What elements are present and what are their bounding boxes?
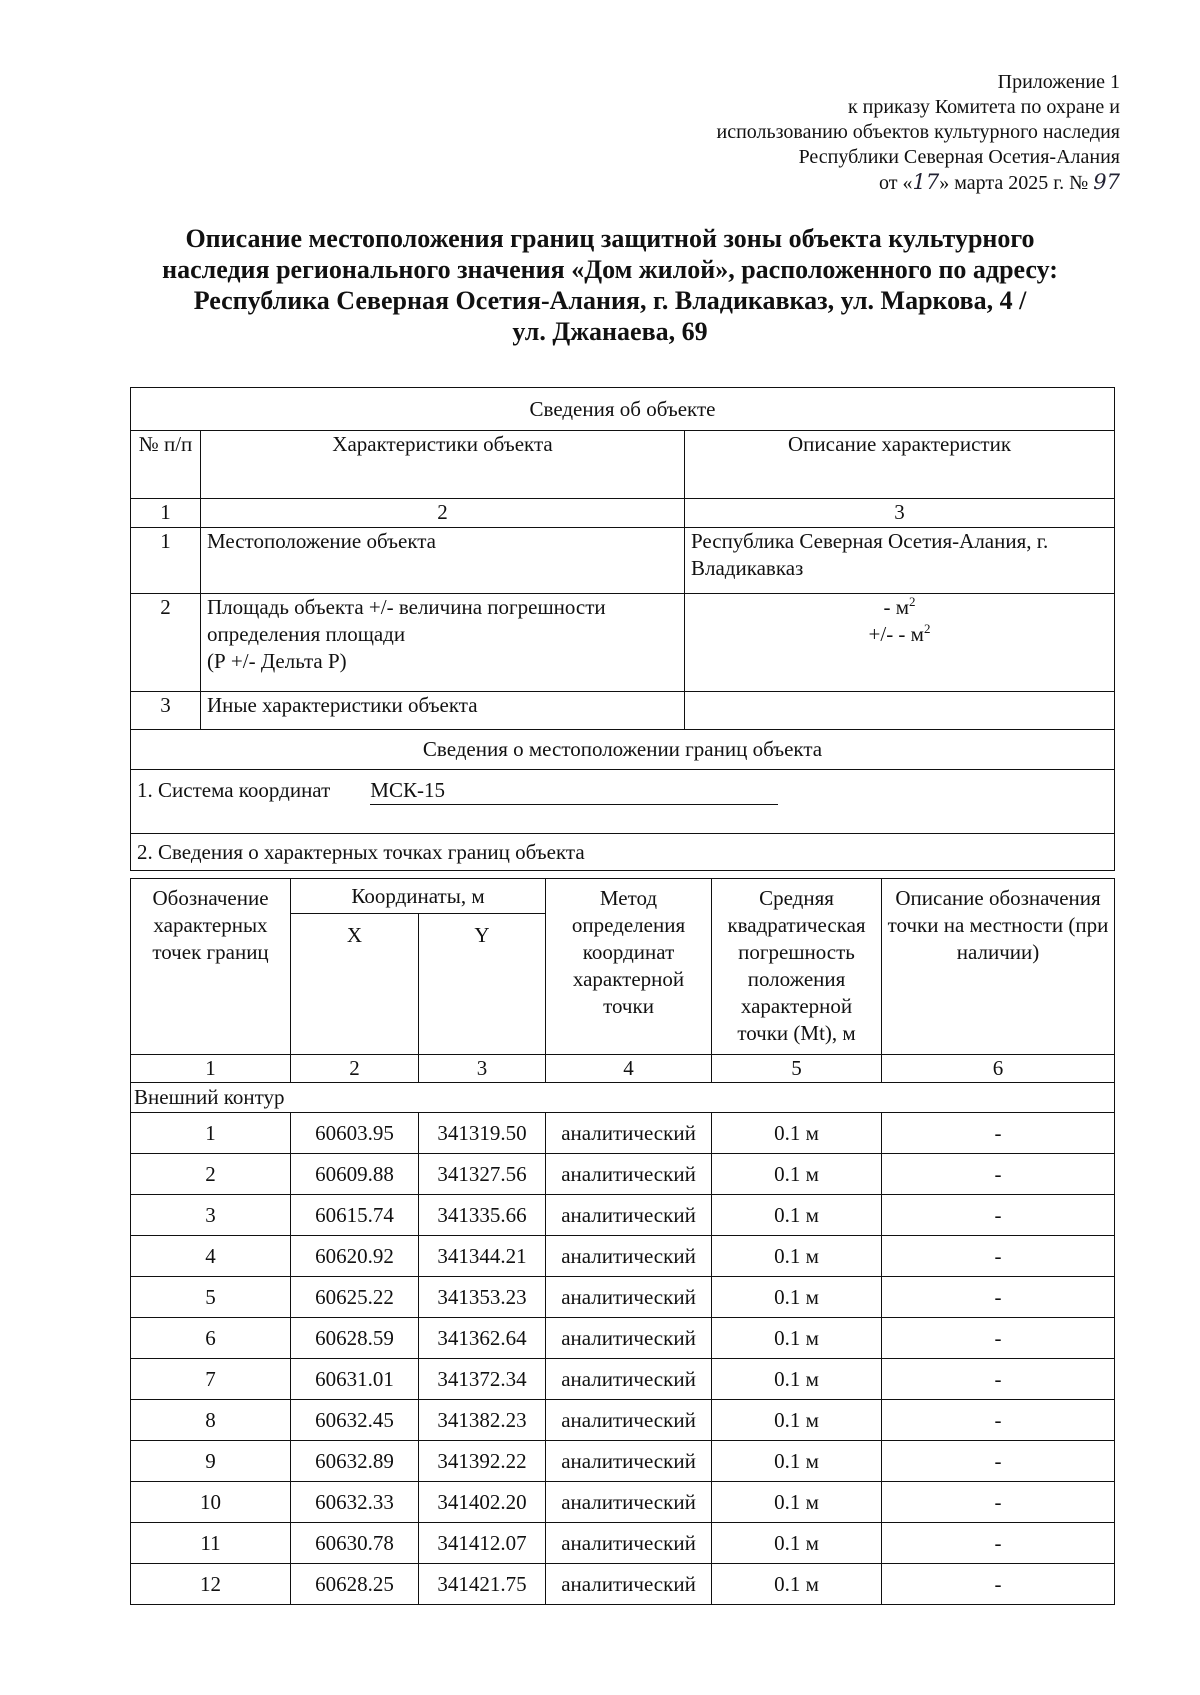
coordinate-y: 341335.66 [419, 1195, 546, 1236]
point-number: 12 [131, 1564, 291, 1605]
error: 0.1 м [712, 1482, 882, 1523]
header-y: Y [419, 914, 546, 1055]
coordinate-y: 341421.75 [419, 1564, 546, 1605]
point-number: 1 [131, 1113, 291, 1154]
table-row [131, 1113, 1115, 1154]
description-cell [685, 692, 1115, 730]
table-row [131, 1564, 1115, 1605]
coordinate-x: 60632.45 [291, 1400, 419, 1441]
table-row [131, 1277, 1115, 1318]
point-number: 9 [131, 1441, 291, 1482]
point-description: - [882, 1113, 1115, 1154]
coordinate-y: 341382.23 [419, 1400, 546, 1441]
table-row [131, 1359, 1115, 1400]
point-description: - [882, 1482, 1115, 1523]
header-coordinates: Координаты, м [291, 879, 546, 914]
column-number: 1 [131, 1055, 291, 1083]
unit-exponent: 2 [909, 594, 916, 609]
characteristic-cell: Иные характеристики объекта [201, 692, 685, 730]
header-description: Описание обозначения точки на местности (при наличии) [882, 879, 1115, 1055]
point-description: - [882, 1154, 1115, 1195]
header-point: Обозначение характерных точек границ [131, 879, 291, 1055]
date-prefix: от « [879, 172, 913, 194]
header-error: Средняя квадратическая погрешность положения характерной точки (Mt), м [712, 879, 882, 1055]
title-line: Республика Северная Осетия-Алания, г. Владикавказ, ул. Маркова, 4 / [193, 286, 1027, 315]
method: аналитический [546, 1277, 712, 1318]
column-number: 5 [712, 1055, 882, 1083]
characteristic-line: Площадь объекта +/- величина погрешности [207, 595, 606, 619]
column-number: 6 [882, 1055, 1115, 1083]
date-middle: » марта 2025 г. № [939, 172, 1089, 194]
coordinate-x: 60615.74 [291, 1195, 419, 1236]
row-number: 1 [131, 528, 201, 594]
coordinate-y: 341402.20 [419, 1482, 546, 1523]
table-row [131, 1318, 1115, 1359]
coordinate-y: 341344.21 [419, 1236, 546, 1277]
appendix-line: Республики Северная Осетия-Алания [798, 146, 1120, 168]
handwritten-day: 17 [912, 170, 940, 194]
coordinate-x: 60609.88 [291, 1154, 419, 1195]
error: 0.1 м [712, 1277, 882, 1318]
table-row [131, 1441, 1115, 1482]
coordinate-x: 60631.01 [291, 1359, 419, 1400]
error: 0.1 м [712, 1400, 882, 1441]
description-cell: Республика Северная Осетия-Алания, г. Владикавказ [685, 528, 1115, 594]
method: аналитический [546, 1564, 712, 1605]
appendix-line: использованию объектов культурного наследия [716, 121, 1120, 143]
column-number: 3 [685, 499, 1115, 528]
point-description: - [882, 1564, 1115, 1605]
error: 0.1 м [712, 1564, 882, 1605]
method: аналитический [546, 1195, 712, 1236]
error: 0.1 м [712, 1318, 882, 1359]
area-value: - $м^2$ [883, 594, 916, 619]
document-title [100, 223, 1120, 347]
method: аналитический [546, 1400, 712, 1441]
appendix-date-line [600, 170, 1120, 196]
coordinate-x: 60630.78 [291, 1523, 419, 1564]
coordinate-system-value: МСК-15 [370, 777, 778, 805]
coordinate-x: 60632.89 [291, 1441, 419, 1482]
coordinate-y: 341392.22 [419, 1441, 546, 1482]
point-description: - [882, 1441, 1115, 1482]
contour-label: Внешний контур [131, 1083, 1115, 1113]
point-description: - [882, 1195, 1115, 1236]
point-number: 4 [131, 1236, 291, 1277]
point-number: 11 [131, 1523, 291, 1564]
boundary-points-table [130, 878, 1115, 1605]
method: аналитический [546, 1236, 712, 1277]
header-x: X [291, 914, 419, 1055]
method: аналитический [546, 1154, 712, 1195]
point-number: 5 [131, 1277, 291, 1318]
characteristic-cell [201, 594, 685, 692]
title-line: ул. Джанаева, 69 [512, 317, 708, 346]
method: аналитический [546, 1113, 712, 1154]
points-section-label: 2. Сведения о характерных точках границ объекта [131, 834, 1115, 871]
title-line: Описание местоположения границ защитной зоны объекта культурного [185, 224, 1035, 253]
description-cell [685, 594, 1115, 692]
characteristic-line: (Р +/- Дельта Р) [207, 649, 347, 673]
column-number: 2 [291, 1055, 419, 1083]
point-number: 7 [131, 1359, 291, 1400]
error: 0.1 м [712, 1113, 882, 1154]
coordinate-x: 60632.33 [291, 1482, 419, 1523]
object-info-table [130, 387, 1115, 871]
method: аналитический [546, 1482, 712, 1523]
method: аналитический [546, 1441, 712, 1482]
header-method: Метод определения координат характерной точки [546, 879, 712, 1055]
coordinate-system-label: 1. Система координат [137, 778, 331, 802]
column-number: 4 [546, 1055, 712, 1083]
coordinate-x: 60628.59 [291, 1318, 419, 1359]
table-row [131, 1482, 1115, 1523]
error: 0.1 м [712, 1523, 882, 1564]
column-number: 2 [201, 499, 685, 528]
row-number: 3 [131, 692, 201, 730]
coordinate-x: 60620.92 [291, 1236, 419, 1277]
header-characteristics: Характеристики объекта [201, 431, 685, 499]
coordinate-system-row [131, 770, 1115, 834]
table-row [131, 1400, 1115, 1441]
coordinate-y: 341327.56 [419, 1154, 546, 1195]
appendix-line: Приложение 1 [997, 71, 1120, 93]
header-description: Описание характеристик [685, 431, 1115, 499]
point-number: 10 [131, 1482, 291, 1523]
title-line: наследия регионального значения «Дом жилой», расположенного по адресу: [162, 255, 1058, 284]
coordinate-y: 341412.07 [419, 1523, 546, 1564]
error: 0.1 м [712, 1441, 882, 1482]
coordinate-y: 341353.23 [419, 1277, 546, 1318]
table-row [131, 1523, 1115, 1564]
point-description: - [882, 1523, 1115, 1564]
coordinate-y: 341362.64 [419, 1318, 546, 1359]
point-rows [131, 1113, 1115, 1605]
handwritten-order-number: 97 [1093, 170, 1120, 194]
method: аналитический [546, 1318, 712, 1359]
characteristic-cell: Местоположение объекта [201, 528, 685, 594]
coordinate-y: 341372.34 [419, 1359, 546, 1400]
appendix-header [600, 70, 1120, 196]
point-number: 6 [131, 1318, 291, 1359]
method: аналитический [546, 1523, 712, 1564]
row-number: 2 [131, 594, 201, 692]
header-no: № п/п [131, 431, 201, 499]
coordinate-y: 341319.50 [419, 1113, 546, 1154]
appendix-line: к приказу Комитета по охране и [847, 96, 1120, 118]
coordinate-x: 60628.25 [291, 1564, 419, 1605]
point-description: - [882, 1400, 1115, 1441]
coordinate-x: 60625.22 [291, 1277, 419, 1318]
error: 0.1 м [712, 1195, 882, 1236]
error: 0.1 м [712, 1154, 882, 1195]
area-error: +/- - $м^2$ [868, 621, 931, 646]
column-number: 3 [419, 1055, 546, 1083]
method: аналитический [546, 1359, 712, 1400]
boundary-section-title: Сведения о местоположении границ объекта [131, 730, 1115, 770]
section-title: Сведения об объекте [131, 388, 1115, 431]
table-row [131, 1154, 1115, 1195]
error: 0.1 м [712, 1236, 882, 1277]
point-number: 2 [131, 1154, 291, 1195]
column-number: 1 [131, 499, 201, 528]
point-description: - [882, 1359, 1115, 1400]
point-number: 8 [131, 1400, 291, 1441]
table-row [131, 1236, 1115, 1277]
point-number: 3 [131, 1195, 291, 1236]
characteristic-line: определения площади [207, 622, 406, 646]
point-description: - [882, 1236, 1115, 1277]
point-description: - [882, 1318, 1115, 1359]
point-description: - [882, 1277, 1115, 1318]
error: 0.1 м [712, 1359, 882, 1400]
table-row [131, 1195, 1115, 1236]
coordinate-x: 60603.95 [291, 1113, 419, 1154]
unit-exponent: 2 [923, 621, 931, 636]
